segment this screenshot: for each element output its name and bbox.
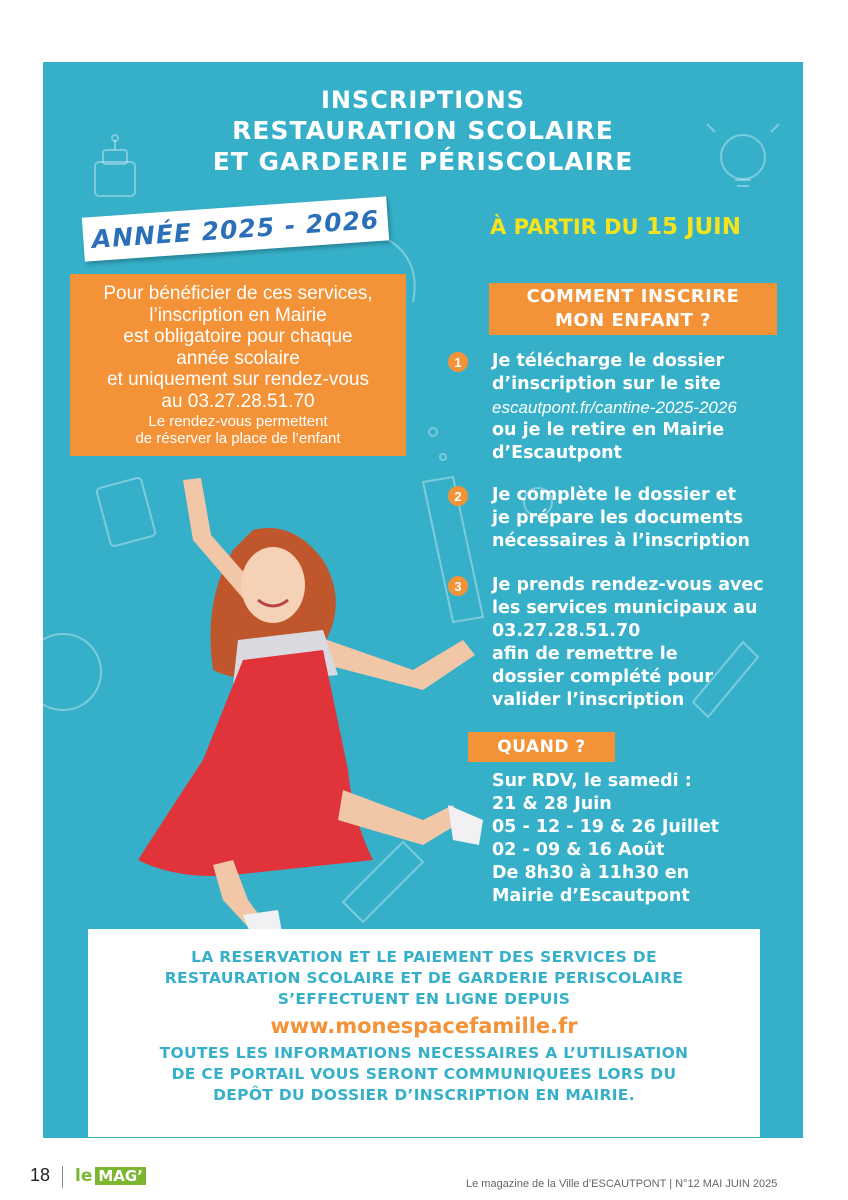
step-number-badge: 1 [448,352,468,372]
poster [43,62,803,1138]
step-line: Je prends rendez-vous avec [492,575,764,595]
step-line: afin de remettre le [492,644,678,664]
online-notice-box [88,929,760,1137]
footer-caption: Le magazine de la Ville d’ESCAUTPONT | N°12 MAI JUIN 2025 [466,1178,778,1190]
info-line: et uniquement sur rendez-vous [107,369,369,390]
start-date [490,214,741,240]
step-text [492,350,792,465]
notice-text-1 [88,947,760,1010]
notice-line: S’EFFECTUENT EN LIGNE DEPUIS [277,990,571,1008]
footer-divider [62,1166,63,1188]
step-line: nécessaires à l’inscription [492,531,751,551]
step-line: ou je le retire en Mairie [492,420,725,440]
year-banner-text: ANNÉE 2025 - 2026 [90,204,381,254]
magazine-logo [75,1166,146,1186]
when-line: 21 & 28 Juin [492,794,612,814]
info-line: au 03.27.28.51.70 [161,390,315,412]
step-number-badge: 2 [448,486,468,506]
jumping-girl-photo [83,460,483,940]
when-line: De 8h30 à 11h30 en [492,863,690,883]
logo-le: le [75,1166,93,1186]
step-line: Je télécharge le dossier [492,351,725,371]
start-date-value: 15 JUIN [645,214,741,240]
notice-line: DE CE PORTAIL VOUS SERONT COMMUNIQUEES LORS DU [171,1065,677,1083]
step-3 [448,574,788,714]
how-heading-line-2: MON ENFANT ? [554,310,712,331]
how-heading-line-1: COMMENT INSCRIRE [526,286,740,307]
when-details [492,770,719,908]
info-box-sub [70,413,406,447]
step-text [492,484,792,553]
step-line: les services municipaux au [492,598,758,618]
title-line-3: ET GARDERIE PÉRISCOLAIRE [212,147,634,176]
info-sub-line: Le rendez-vous permettent [148,413,328,430]
start-date-prefix: À PARTIR DU [490,215,639,239]
info-sub-line: de réserver la place de l’enfant [135,430,341,447]
info-line: Pour bénéficier de ces services, [103,283,373,304]
when-line: 02 - 09 & 16 Août [492,840,665,860]
logo-mag: MAG’ [95,1167,146,1185]
how-to-register-heading [489,283,777,335]
notice-line: LA RESERVATION ET LE PAIEMENT DES SERVICES DE [191,948,657,966]
when-line: 05 - 12 - 19 & 26 Juillet [492,817,720,837]
step-line: dossier complété pour [492,667,713,687]
step-line: d’inscription sur le site [492,374,721,394]
step-line: Je complète le dossier et [492,485,736,505]
notice-text-2 [88,1043,760,1106]
phone-number: 03.27.28.51.70 [492,621,641,641]
title-line-1: INSCRIPTIONS [321,86,525,114]
step-1 [448,350,788,463]
portal-url[interactable]: www.monespacefamille.fr [270,1014,578,1038]
info-line: l’inscription en Mairie [149,304,327,326]
info-box [70,274,406,456]
notice-line: DEPÔT DU DOSSIER D’INSCRIPTION EN MAIRIE. [213,1086,635,1104]
when-line: Sur RDV, le samedi : [492,771,692,791]
notice-line: RESTAURATION SCOLAIRE ET DE GARDERIE PERISCOLAIRE [164,969,684,987]
step-text [492,574,792,712]
step-line: d’Escautpont [492,443,622,463]
when-heading: QUAND ? [468,732,615,762]
info-line: année scolaire [176,347,300,369]
step-line: je prépare les documents [492,508,744,528]
info-line: est obligatoire pour chaque [123,326,353,347]
step-number-badge: 3 [448,576,468,596]
step-2 [448,484,788,556]
page-number: 18 [30,1165,51,1185]
notice-line: TOUTES LES INFORMATIONS NECESSAIRES A L’UTILISATION [159,1044,689,1062]
download-url[interactable]: escautpont.fr/cantine-2025-2026 [492,398,737,417]
step-line: valider l’inscription [492,690,685,710]
when-line: Mairie d’Escautpont [492,886,690,906]
title-line-2: RESTAURATION SCOLAIRE [232,116,614,145]
info-box-main [70,283,406,412]
